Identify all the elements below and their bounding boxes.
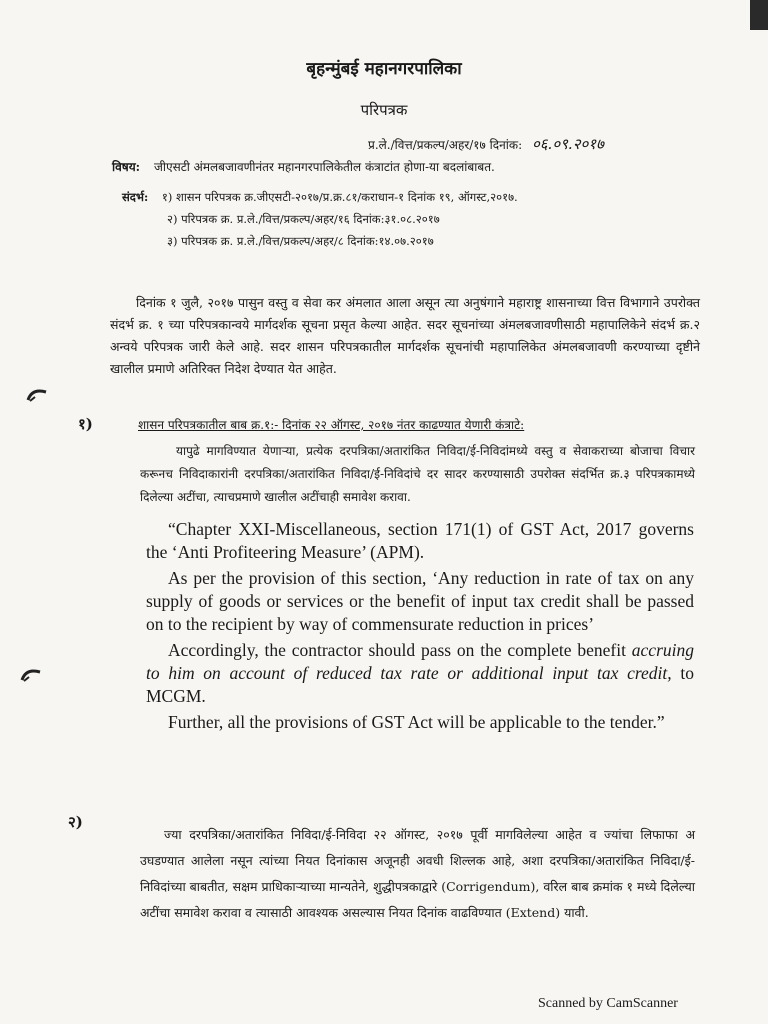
date-label: दिनांक:: [489, 138, 523, 152]
reference-number-line: [368, 134, 604, 154]
quote-paragraph: “Chapter XXI-Miscellaneous, section 171(1) of GST Act, 2017 governs the ‘Anti Profiteering Measure’ (APM).: [146, 519, 694, 562]
section-number-2: २): [68, 813, 83, 831]
quote-paragraph: Further, all the provisions of GST Act will be applicable to the tender.”: [168, 712, 665, 732]
punch-hole-mark: [26, 386, 48, 404]
reference-item: संदर्भ: १) शासन परिपत्रक क्र.जीएसटी-२०१७/प्र.क्र.८१/कराधान-१ दिनांक १९, ऑगस्ट,२०१७.: [122, 190, 518, 204]
issue-date: ०६.०९.२०१७: [531, 135, 604, 153]
document-type-title: परिपत्रक: [360, 101, 408, 119]
quote-emphasis: accruing to him on account of reduced tax rate or additional input tax credit,: [146, 640, 694, 683]
references-label: संदर्भ:: [122, 190, 149, 204]
quote-paragraph: Accordingly, the contractor should pass on the complete benefit accruing to him on account of reduced tax rate or additional input tax credit, to MCGM.: [146, 640, 694, 706]
quote-paragraph: As per the provision of this section, ‘Any reduction in rate of tax on any supply of goods or services or the benefit of input tax credit shall be passed on to the recipient by way of commensurate reduction in prices’: [146, 568, 694, 634]
gst-clause-quote: [146, 518, 694, 734]
intro-paragraph: दिनांक १ जुलै, २०१७ पासुन वस्तु व सेवा कर अंमलात आला असून त्या अनुषंगाने महाराष्ट्र शासनाच्या वित्त विभागाने उपरोक्त संदर्भ क्र. १ च्या परिपत्रकान्वये मार्गदर्शक सूचना प्रसृत केल्या आहेत. सदर सूचनांच्या अंमलबजावणीसाठी महापालिकेने संदर्भ क्र.२ अन्वये परिपत्रक जारी केले आहे. सदर शासन परिपत्रकातील मार्गदर्शक सूचनांची महापालिकेत अंमलबजावणी करण्याच्या दृष्टीने खालील प्रमाणे अतिरिक्त निदेश देण्यात येत आहेत.: [110, 295, 700, 376]
subject-text: जीएसटी अंमलबजावणीनंतर महानगरपालिकेतील कंत्राटांत होणा-या बदलांबाबत.: [153, 160, 495, 174]
reference-item: २) परिपत्रक क्र. प्र.ले./वित्त/प्रकल्प/अहर/१६ दिनांक:३१.०८.२०१७: [167, 212, 440, 226]
section-2-paragraph: ज्या दरपत्रिका/अतारांकित निविदा/ई-निविदा २२ ऑगस्ट, २०१७ पूर्वी मागविलेल्या आहेत व ज्यांचा लिफाफा अ उघडण्यात आलेला नसून त्यांच्या नियत दिनांकास अजूनही अवधी शिल्लक आहे, अशा दरपत्रिका/अतारांकित निविदा/ई-निविदांच्या बाबतीत, सक्षम प्राधिकाऱ्याच्या मान्यतेने, शुद्धीपत्रकाद्वारे (Corrigendum), वरिल बाब क्रमांक १ मध्ये दिलेल्या अटींचा समावेश करावा व त्यासाठी आवश्यक असल्यास नियत दिनांक वाढविण्यात (Extend) यावी.: [140, 827, 695, 920]
subject-line: [112, 158, 495, 175]
organization-title: बृहन्मुंबई महानगरपालिका: [306, 59, 462, 79]
reference-number: प्र.ले./वित्त/प्रकल्प/अहर/१७: [368, 138, 486, 152]
subject-label: विषय:: [112, 160, 141, 174]
reference-item: ३) परिपत्रक क्र. प्र.ले./वित्त/प्रकल्प/अहर/८ दिनांक:१४.०७.२०१७: [167, 234, 434, 248]
section-1-heading: शासन परिपत्रकातील बाब क्र.१:- दिनांक २२ ऑगस्ट, २०१७ नंतर काढण्यात येणारी कंत्राटे:: [138, 418, 525, 432]
section-number-1: १): [78, 415, 93, 433]
punch-hole-mark: [20, 666, 42, 684]
scan-edge-shadow: [738, 0, 768, 30]
section-1-paragraph: यापुढे मागविण्यात येणाऱ्या, प्रत्येक दरपत्रिका/अतारांकित निविदा/ई-निविदांमध्ये वस्तु व सेवाकराच्या बोजाचा विचार करूनच निविदाकारांनी दरपत्रिका/अतारांकित निविदा/ई-निविदांचे दर सादर करण्यासाठी उपरोक्त संदर्भित क्र.३ परिपत्रकामध्ये दिलेल्या अटींचा, त्याचप्रमाणे खालील अटींचाही समावेश करावा.: [140, 444, 695, 504]
scanner-watermark: Scanned by CamScanner: [538, 996, 678, 1011]
references-block: [122, 186, 518, 252]
